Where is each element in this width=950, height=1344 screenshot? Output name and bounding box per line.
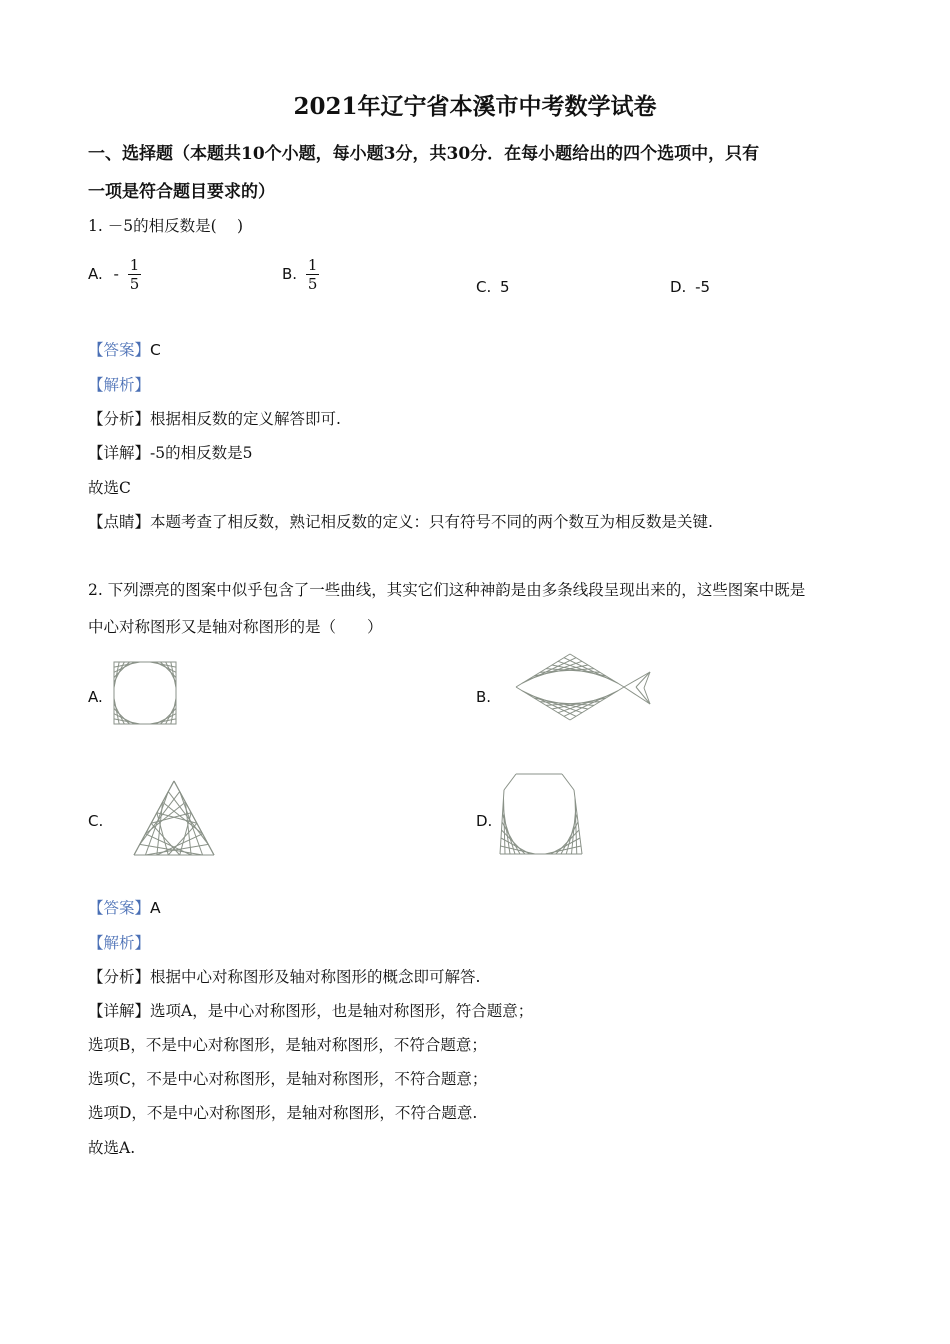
dianjing-text: 本题考查了相反数，熟记相反数的定义：只有符号不同的两个数互为相反数是关键. bbox=[150, 513, 713, 531]
numerator: 1 bbox=[307, 256, 318, 274]
q2-option-d-label[interactable]: D. bbox=[476, 812, 493, 830]
q1-option-a-sign: - bbox=[113, 265, 119, 283]
q2-option-b-label[interactable]: B. bbox=[476, 688, 492, 706]
q1-conclusion: 故选C bbox=[88, 479, 131, 497]
string-art-square-icon bbox=[112, 660, 178, 726]
q1-option-b-label: B. bbox=[282, 265, 298, 283]
q1-stem: 1. －5的相反数是( ) bbox=[88, 217, 244, 235]
xiangjie-tag: 【详解】 bbox=[88, 444, 151, 462]
section-heading-line1: 一、选择题（本题共10个小题，每小题3分，共30分．在每小题给出的四个选项中，只有 bbox=[88, 144, 760, 164]
q2-option-a-label[interactable]: A. bbox=[88, 688, 103, 706]
q1-option-a-fraction bbox=[128, 256, 142, 293]
q1-answer bbox=[88, 339, 161, 361]
q2-xiangjie bbox=[88, 1000, 533, 1022]
fenxi-tag: 【分析】 bbox=[88, 968, 151, 986]
q2-conclusion: 故选A. bbox=[88, 1139, 136, 1157]
dianjing-tag: 【点睛】 bbox=[88, 513, 151, 531]
q1-option-d-label: D. bbox=[670, 278, 687, 296]
q1-option-c-label: C. bbox=[476, 278, 492, 296]
q2-line-b: 选项B，不是中心对称图形，是轴对称图形，不符合题意； bbox=[88, 1036, 487, 1054]
answer-value: A bbox=[150, 899, 161, 917]
q2-figure-a-image[interactable] bbox=[112, 660, 178, 726]
q1-option-b-fraction bbox=[306, 256, 320, 293]
q2-option-c-label[interactable]: C. bbox=[88, 812, 104, 830]
fenxi-text: 根据相反数的定义解答即可. bbox=[150, 410, 341, 428]
q2-fenxi bbox=[88, 966, 480, 988]
q2-figure-d-image[interactable] bbox=[496, 770, 586, 858]
fenxi-text: 根据中心对称图形及轴对称图形的概念即可解答. bbox=[150, 968, 481, 986]
q1-option-a[interactable] bbox=[88, 256, 141, 293]
q2-figure-b-image[interactable] bbox=[512, 652, 654, 722]
q2-analysis-tag: 【解析】 bbox=[88, 934, 151, 952]
q1-dianjing bbox=[88, 511, 713, 533]
q1-option-b[interactable] bbox=[282, 256, 319, 293]
q2-answer bbox=[88, 897, 161, 919]
page-title: 2021年辽宁省本溪市中考数学试卷 bbox=[293, 93, 657, 120]
q1-fenxi bbox=[88, 408, 341, 430]
string-art-fish-icon bbox=[512, 652, 654, 722]
xiangjie-text: -5的相反数是5 bbox=[150, 444, 253, 462]
q2-stem-line1: 2. 下列漂亮的图案中似乎包含了一些曲线，其实它们这种神韵是由多条线段呈现出来的，这些图案中既是 bbox=[88, 581, 806, 599]
q1-option-d[interactable] bbox=[670, 278, 710, 296]
string-art-triangle-icon bbox=[130, 778, 218, 858]
q2-figure-c-image[interactable] bbox=[130, 778, 218, 858]
fenxi-tag: 【分析】 bbox=[88, 410, 151, 428]
denominator: 5 bbox=[307, 275, 318, 293]
q1-xiangjie bbox=[88, 442, 252, 464]
q1-option-c[interactable] bbox=[476, 278, 510, 296]
numerator: 1 bbox=[129, 256, 140, 274]
xiangjie-text: 选项A，是中心对称图形，也是轴对称图形，符合题意； bbox=[150, 1002, 534, 1020]
q1-option-c-text: 5 bbox=[500, 278, 510, 296]
xiangjie-tag: 【详解】 bbox=[88, 1002, 151, 1020]
q1-option-d-text: -5 bbox=[695, 278, 711, 296]
answer-tag: 【答案】 bbox=[88, 899, 151, 917]
q1-option-a-label: A. bbox=[88, 265, 103, 283]
q2-line-c: 选项C，不是中心对称图形，是轴对称图形，不符合题意； bbox=[88, 1070, 488, 1088]
answer-tag: 【答案】 bbox=[88, 341, 151, 359]
q2-line-d: 选项D，不是中心对称图形，是轴对称图形，不符合题意. bbox=[88, 1104, 478, 1122]
section-heading-line2: 一项是符合题目要求的） bbox=[88, 182, 275, 202]
answer-value: C bbox=[150, 341, 161, 359]
string-art-cup-icon bbox=[496, 770, 586, 858]
q2-stem-line2: 中心对称图形又是轴对称图形的是（ ） bbox=[88, 618, 383, 636]
q1-analysis-tag: 【解析】 bbox=[88, 376, 151, 394]
denominator: 5 bbox=[129, 275, 140, 293]
